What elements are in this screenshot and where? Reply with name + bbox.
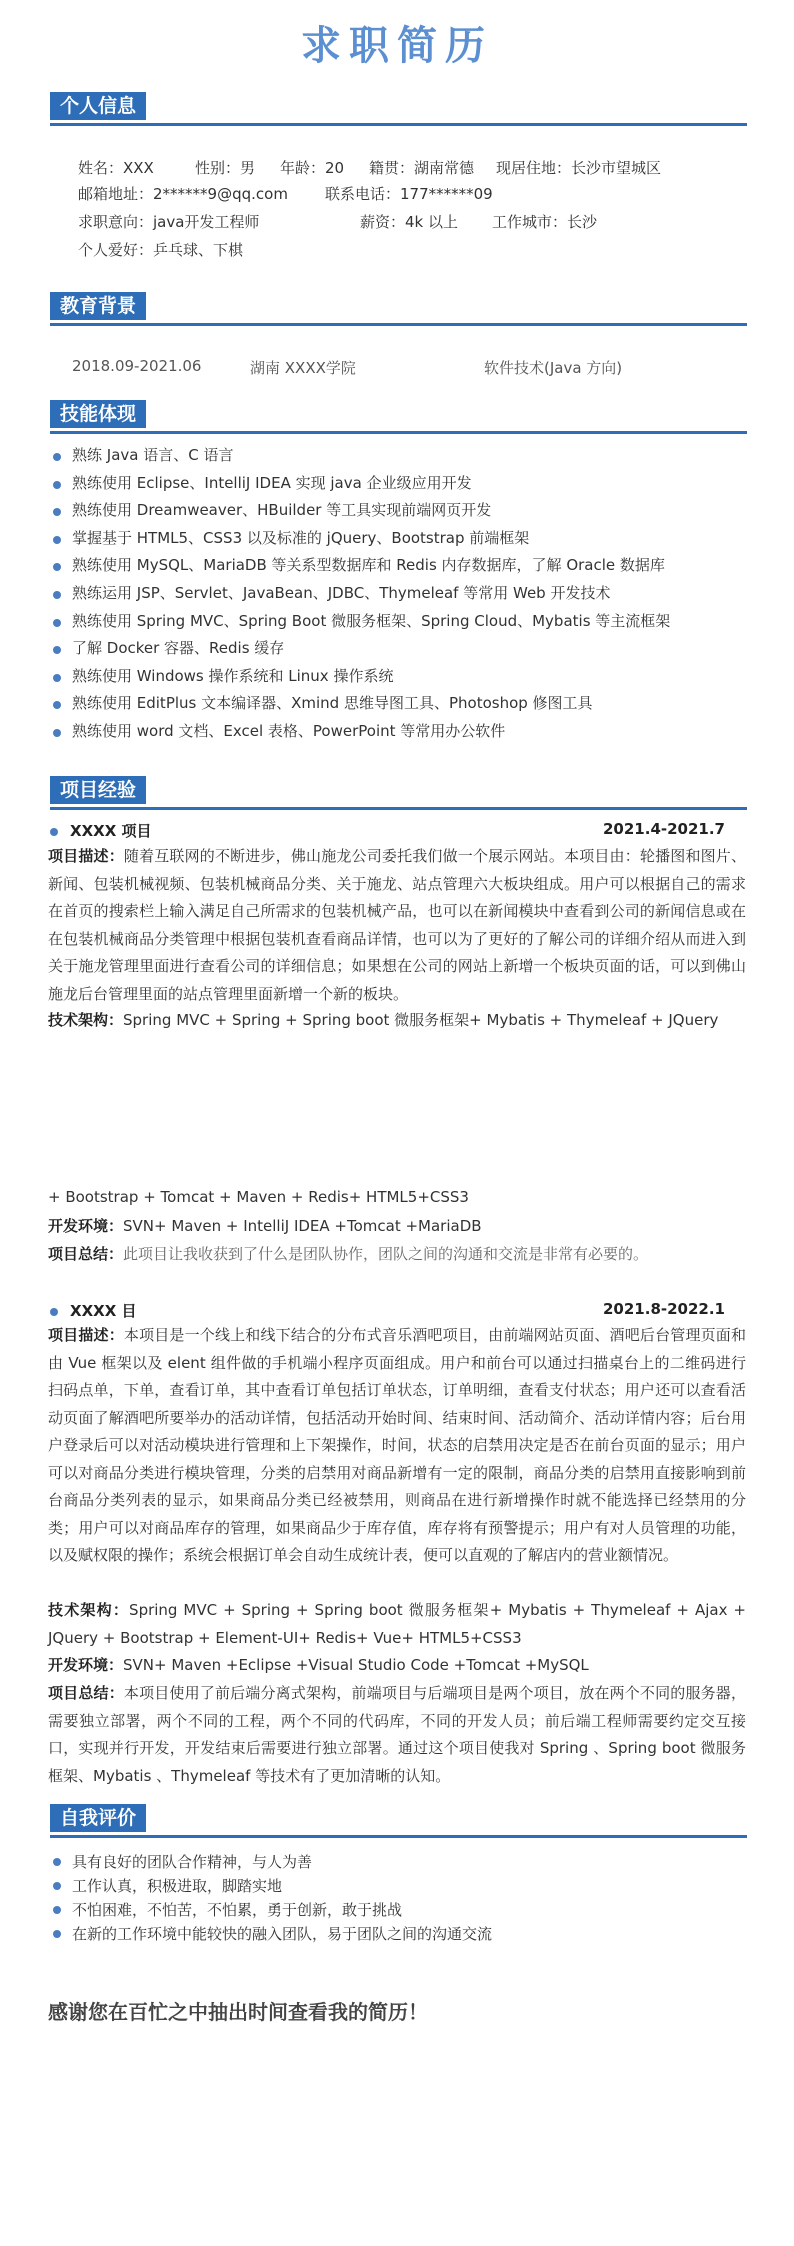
project-architecture [48, 1597, 746, 1652]
age-field: 年龄：20 [280, 159, 345, 177]
label: 技术架构： [48, 1601, 130, 1619]
list-item: 熟练使用 Dreamweaver、HBuilder 等工具实现前端网页开发 [50, 497, 670, 525]
section-divider [50, 123, 747, 126]
project-name: XXXX 目 [70, 1302, 137, 1320]
section-title: 个人信息 [50, 92, 146, 120]
label: 技术架构： [48, 1011, 124, 1029]
summary-text: 此项目让我收获到了什么是团队协作，团队之间的沟通和交流是非常有必要的。 [123, 1245, 649, 1263]
bullet-icon [50, 828, 58, 836]
project-header [50, 820, 747, 842]
list-item: 在新的工作环境中能较快的融入团队，易于团队之间的沟通交流 [50, 1922, 492, 1946]
project-header [50, 1300, 747, 1322]
project-environment [48, 1213, 746, 1241]
project-description [48, 1322, 746, 1570]
section-divider [50, 323, 747, 326]
label: 项目描述： [48, 1326, 124, 1344]
label: 项目描述： [48, 847, 124, 865]
hobby-field: 个人爱好：乒乓球、下棋 [78, 241, 244, 259]
section-education [50, 292, 747, 326]
section-projects [50, 776, 747, 810]
gender-field: 性别：男 [195, 159, 256, 177]
architecture-text: Spring MVC + Spring + Spring boot 微服务框架+ Mybatis + Thymeleaf + Ajax + JQuery + Bootstrap + Element-UI+ Redis+ Vue+ HTML5+CSS3 [48, 1601, 746, 1647]
section-skills [50, 400, 747, 434]
section-title: 教育背景 [50, 292, 146, 320]
architecture-text: Spring MVC + Spring + Spring boot 微服务框架+ Mybatis + Thymeleaf + JQuery [123, 1011, 719, 1029]
project-environment [48, 1652, 746, 1680]
label: 开发环境： [48, 1656, 124, 1674]
section-divider [50, 807, 747, 810]
salary-field: 薪资：4k 以上 [360, 213, 458, 231]
closing-message: 感谢您在百忙之中抽出时间查看我的简历！ [48, 2000, 428, 2024]
project-architecture-continued [48, 1184, 746, 1212]
list-item: 熟练运用 JSP、Servlet、JavaBean、JDBC、Thymeleaf 等常用 Web 开发技术 [50, 580, 670, 608]
project-date: 2021.8-2022.1 [603, 1300, 725, 1318]
section-title: 项目经验 [50, 776, 146, 804]
section-evaluation [50, 1804, 747, 1838]
list-item: 熟练使用 EditPlus 文本编译器、Xmind 思维导图工具、Photoshop 修图工具 [50, 690, 670, 718]
list-item: 掌握基于 HTML5、CSS3 以及标准的 jQuery、Bootstrap 前端框架 [50, 525, 670, 553]
section-divider [50, 1835, 747, 1838]
education-school: 湖南 XXXX学院 [250, 359, 356, 377]
intention-field: 求职意向：java开发工程师 [78, 213, 260, 231]
description-text: 随着互联网的不断进步，佛山施龙公司委托我们做一个展示网站。本项目由：轮播图和图片、新闻、包装机械视频、包装机械商品分类、关于施龙、站点管理六大板块组成。用户可以根据自己的需求在首页的搜索栏上输入满足自己所需求的包装机械产品，也可以在新闻模块中查看到公司的新闻信息或在在包装机械商品分类管理中根据包装机查看商品详情，也可以为了更好的了解公司的详细介绍从而进入到关于施龙管理里面进行查看公司的详细信息；如果想在公司的网站上新增一个板块页面的话，可以到佛山施龙后台管理里面的站点管理里面新增一个新的板块。 [48, 847, 746, 1003]
list-item: 具有良好的团队合作精神，与人为善 [50, 1850, 492, 1874]
description-text: 本项目是一个线上和线下结合的分布式音乐酒吧项目，由前端网站页面、酒吧后台管理页面和由 Vue 框架以及 elent 组件做的手机端小程序页面组成。用户和前台可以通过扫描桌台上的二维码进行扫码点单，下单，查看订单，其中查看订单包括订单状态，订单明细，查看支付状态；用户还可以查看活动页面了解酒吧所要举办的活动详情，包括活动开始时间、结束时间、活动简介、活动详情内容；后台用户登录后可以对活动模块进行管理和上下架操作，时间，状态的启禁用决定是否在前台页面的显示；用户可以对商品分类进行模块管理，分类的启禁用对商品新增有一定的限制，商品分类的启禁用直接影响到前台商品分类列表的显示，如果商品分类已经被禁用，则商品在进行新增操作时就不能选择已经禁用的分类；用户可以对商品库存的管理，如果商品少于库存值，库存将有预警提示；用户有对人员管理的功能，以及赋权限的操作；系统会根据订单会自动生成统计表，便可以直观的了解店内的营业额情况。 [48, 1326, 746, 1564]
name-field: 姓名：XXX [78, 159, 154, 177]
list-item: 熟练使用 MySQL、MariaDB 等关系型数据库和 Redis 内存数据库，了解 Oracle 数据库 [50, 552, 670, 580]
education-major: 软件技术(Java 方向) [484, 359, 623, 377]
label: 项目总结： [48, 1684, 124, 1702]
list-item: 熟练 Java 语言、C 语言 [50, 442, 670, 470]
list-item: 熟练使用 Spring MVC、Spring Boot 微服务框架、Spring Cloud、Mybatis 等主流框架 [50, 608, 670, 636]
list-item: 熟练使用 Eclipse、IntelliJ IDEA 实现 java 企业级应用开发 [50, 470, 670, 498]
section-personal [50, 92, 747, 126]
project-architecture [48, 1007, 746, 1035]
project-summary [48, 1680, 746, 1790]
origin-field: 籍贯：湖南常德 [369, 159, 475, 177]
list-item: 不怕困难，不怕苦，不怕累，勇于创新，敢于挑战 [50, 1898, 492, 1922]
project-name: XXXX 项目 [70, 822, 152, 840]
skills-list [50, 442, 670, 746]
education-row [72, 357, 722, 379]
project-summary [48, 1241, 746, 1269]
page-title: 求职简历 [301, 22, 493, 69]
list-item: 熟练使用 word 文档、Excel 表格、PowerPoint 等常用办公软件 [50, 718, 670, 746]
education-period: 2018.09-2021.06 [72, 357, 202, 375]
environment-text: SVN+ Maven + IntelliJ IDEA +Tomcat +MariaDB [123, 1217, 482, 1235]
phone-field: 联系电话：177******09 [325, 185, 493, 203]
email-field: 邮箱地址：2******9@qq.com [78, 185, 288, 203]
environment-text: SVN+ Maven +Eclipse +Visual Studio Code +Tomcat +MySQL [123, 1656, 589, 1674]
city-field: 工作城市：长沙 [492, 213, 598, 231]
residence-field: 现居住地：长沙市望城区 [496, 159, 662, 177]
section-divider [50, 431, 747, 434]
project-description [48, 843, 746, 1008]
evaluation-list [50, 1850, 492, 1946]
section-title: 自我评价 [50, 1804, 146, 1832]
list-item: 工作认真，积极进取，脚踏实地 [50, 1874, 492, 1898]
label: 项目总结： [48, 1245, 124, 1263]
list-item: 了解 Docker 容器、Redis 缓存 [50, 635, 670, 663]
summary-text: 本项目使用了前后端分离式架构，前端项目与后端项目是两个项目，放在两个不同的服务器，需要独立部署，两个不同的工程，两个不同的代码库，不同的开发人员；前后端工程师需要约定交互接口，实现并行开发，开发结束后需要进行独立部署。通过这个项目使我对 Spring 、Spring boot 微服务框架、Mybatis 、Thymeleaf 等技术有了更加清晰的认知。 [48, 1684, 746, 1785]
label: 开发环境： [48, 1217, 124, 1235]
section-title: 技能体现 [50, 400, 146, 428]
list-item: 熟练使用 Windows 操作系统和 Linux 操作系统 [50, 663, 670, 691]
architecture-text: + Bootstrap + Tomcat + Maven + Redis+ HTML5+CSS3 [48, 1188, 469, 1206]
bullet-icon [50, 1308, 58, 1316]
project-date: 2021.4-2021.7 [603, 820, 725, 838]
